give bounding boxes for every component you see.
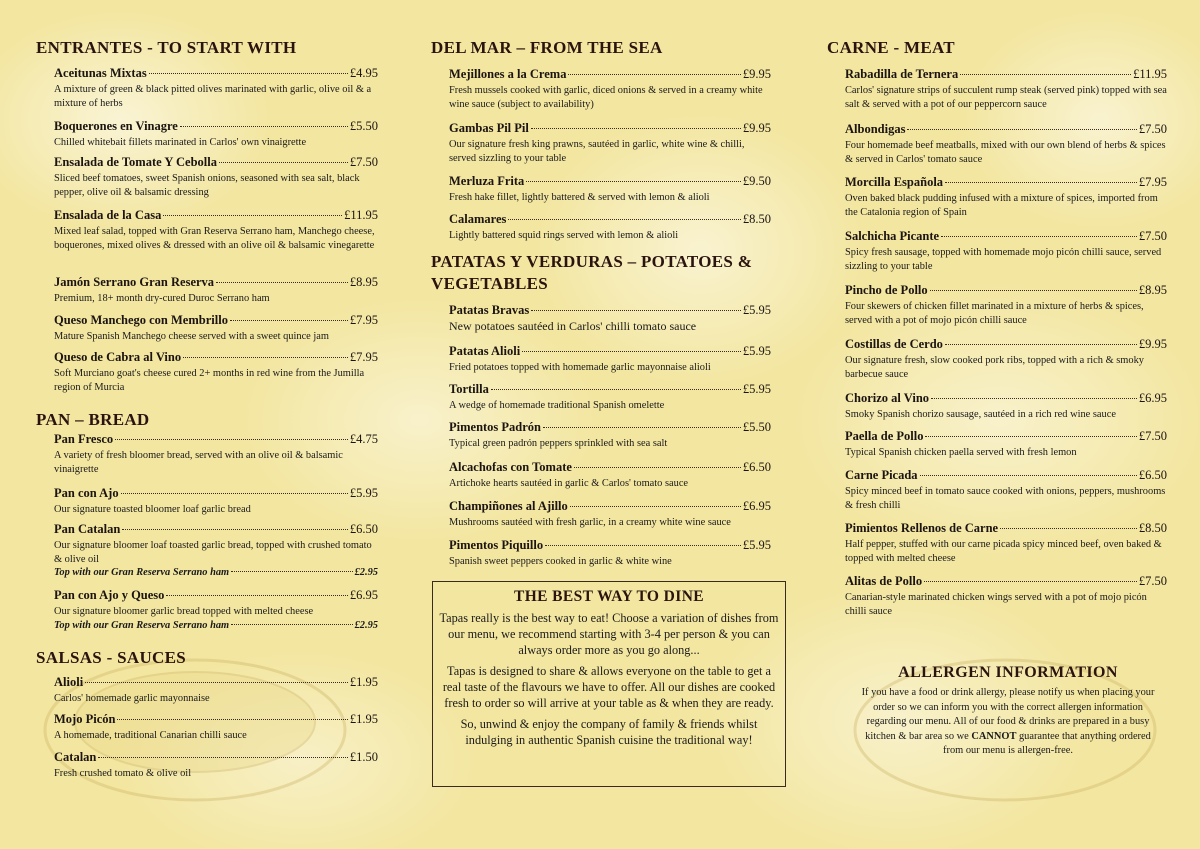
item-description: Our signature bloomer garlic bread topped with melted cheese xyxy=(54,606,314,617)
menu-item xyxy=(54,712,378,743)
menu-item xyxy=(845,468,1167,512)
item-description: Fried potatoes topped with homemade garlic mayonnaise alioli xyxy=(449,362,711,373)
item-description: Mature Spanish Manchego cheese served with a sweet quince jam xyxy=(54,331,329,342)
addon-price: £2.95 xyxy=(354,619,378,631)
item-price: £8.95 xyxy=(1138,283,1167,297)
item-price: £8.50 xyxy=(742,212,771,226)
item-price: £1.95 xyxy=(349,712,378,726)
item-price: £7.95 xyxy=(1138,175,1167,189)
menu-item xyxy=(449,303,771,334)
item-name: Costillas de Cerdo xyxy=(845,337,943,351)
menu-item xyxy=(845,337,1167,381)
addon-label: Top with our Gran Reserva Serrano ham xyxy=(54,619,230,631)
best-way-paragraph-3: So, unwind & enjoy the company of family & friends whilst indulging in authentic Spanish cuisine the traditional way! xyxy=(460,717,758,747)
item-name: Carne Picada xyxy=(845,468,918,482)
menu-item xyxy=(54,350,378,394)
item-name: Pan con Ajo y Queso xyxy=(54,588,165,602)
item-description: Canarian-style marinated chicken wings served with a pot of mojo picón chilli sauce xyxy=(845,592,1147,617)
item-description: Spicy fresh sausage, topped with homemade mojo picón chilli sauce, served sizzling to your table xyxy=(845,247,1162,272)
best-way-title: THE BEST WAY TO DINE xyxy=(513,588,705,605)
allergen-title: ALLERGEN INFORMATION xyxy=(898,664,1118,681)
item-name: Calamares xyxy=(449,212,507,226)
item-price: £5.95 xyxy=(742,303,771,317)
item-name: Tortilla xyxy=(449,382,489,396)
item-name: Ensalada de la Casa xyxy=(54,208,162,222)
allergen-information xyxy=(860,664,1156,759)
item-description: Carlos' signature strips of succulent rump steak (served pink) topped with sea salt & served with a pot of our peppercorn sauce xyxy=(845,85,1167,110)
item-price: £5.95 xyxy=(742,382,771,396)
item-price: £6.95 xyxy=(349,588,378,602)
item-price: £11.95 xyxy=(1133,67,1167,81)
item-name: Paella de Pollo xyxy=(845,429,924,443)
item-name: Patatas Bravas xyxy=(449,303,530,317)
menu-item xyxy=(54,522,378,579)
addon-label: Top with our Gran Reserva Serrano ham xyxy=(54,567,230,578)
item-description: Smoky Spanish chorizo sausage, sautéed in a rich red wine sauce xyxy=(845,409,1116,420)
item-price: £5.50 xyxy=(742,420,771,434)
item-description: Typical Spanish chicken paella served with fresh lemon xyxy=(845,447,1077,458)
allergen-text-part: guarantee that anything ordered from our menu is allergen-free. xyxy=(943,730,1151,756)
item-name: Salchicha Picante xyxy=(845,229,940,243)
item-name: Alcachofas con Tomate xyxy=(449,460,572,474)
item-description: A homemade, traditional Canarian chilli sauce xyxy=(54,730,247,741)
section-title-line: VEGETABLES xyxy=(431,274,549,293)
item-price: £11.95 xyxy=(344,208,378,222)
menu-item xyxy=(449,499,771,530)
item-price: £7.95 xyxy=(349,350,378,364)
menu-item xyxy=(449,382,771,413)
item-name: Morcilla Española xyxy=(845,175,944,189)
section-title-patatas xyxy=(431,251,752,295)
item-description: Mushrooms sautéed with fresh garlic, in a creamy white wine sauce xyxy=(449,517,731,528)
menu-item xyxy=(449,344,771,375)
item-addon xyxy=(54,619,378,632)
item-name: Alioli xyxy=(54,675,84,689)
item-price: £9.95 xyxy=(1138,337,1167,351)
item-name: Pimientos Rellenos de Carne xyxy=(845,521,999,535)
item-description: Fresh crushed tomato & olive oil xyxy=(54,768,192,779)
item-price: £6.95 xyxy=(1138,391,1167,405)
menu-item xyxy=(845,521,1167,565)
menu-item xyxy=(449,460,771,491)
menu-item xyxy=(449,174,771,205)
menu-item xyxy=(845,67,1167,111)
best-way-paragraph-1: Tapas really is the best way to eat! Choose a variation of dishes from our menu, we recommend starting with 3-4 per person & you can always order more as you go along... xyxy=(439,611,779,657)
section-title-salsas: SALSAS - SAUCES xyxy=(36,648,186,667)
item-name: Alitas de Pollo xyxy=(845,574,923,588)
item-name: Queso Manchego con Membrillo xyxy=(54,313,228,327)
item-price: £5.95 xyxy=(742,344,771,358)
item-description: Four skewers of chicken fillet marinated in a mixture of herbs & spices, served with a pot of mojo picón chilli sauce xyxy=(845,301,1144,326)
item-price: £5.95 xyxy=(349,486,378,500)
item-price: £9.50 xyxy=(742,174,771,188)
item-name: Rabadilla de Ternera xyxy=(845,67,959,81)
menu-item xyxy=(54,486,378,517)
menu-item xyxy=(449,420,771,451)
item-description: A variety of fresh bloomer bread, served with an olive oil & balsamic vinaigrette xyxy=(54,450,343,475)
item-price: £9.95 xyxy=(742,121,771,135)
menu-item xyxy=(54,208,378,252)
item-description: Four homemade beef meatballs, mixed with our own blend of herbs & spices & served in Carlos' tomato sauce xyxy=(845,140,1166,165)
best-way-to-dine-box xyxy=(432,581,786,787)
menu-item xyxy=(54,432,378,476)
allergen-text-part: If you have a food or drink allergy, please notify us when placing your order so we can inform you with the correct allergen information regarding our menu. All of our food & drinks are prepared in a busy kitchen & bar area so we xyxy=(861,687,1155,742)
menu-item xyxy=(845,574,1167,618)
item-price: £8.95 xyxy=(349,275,378,289)
menu-item xyxy=(449,212,771,243)
item-description: Our signature fresh, slow cooked pork ribs, topped with a rich & smoky barbecue sauce xyxy=(845,355,1144,380)
item-description: Carlos' homemade garlic mayonnaise xyxy=(54,693,210,704)
section-title-entrantes: ENTRANTES - TO START WITH xyxy=(36,38,297,57)
item-name: Gambas Pil Pil xyxy=(449,121,529,135)
item-description: New potatoes sautéed in Carlos' chilli tomato sauce xyxy=(449,319,697,333)
menu-item xyxy=(845,391,1167,422)
item-name: Pimentos Piquillo xyxy=(449,538,544,552)
item-description: Half pepper, stuffed with our carne picada spicy minced beef, oven baked & topped with melted cheese xyxy=(845,539,1162,564)
item-name: Mejillones a la Crema xyxy=(449,67,567,81)
menu-item xyxy=(449,121,771,165)
item-price: £7.50 xyxy=(349,155,378,169)
item-name: Ensalada de Tomate Y Cebolla xyxy=(54,155,217,169)
item-description: Typical green padrón peppers sprinkled with sea salt xyxy=(449,438,668,449)
menu-item xyxy=(449,67,771,111)
item-addon xyxy=(54,566,378,579)
item-price: £6.50 xyxy=(1138,468,1167,482)
item-price: £7.50 xyxy=(1138,574,1167,588)
item-description: Oven baked black pudding infused with a mixture of spices, imported from the Catalonia region of Spain xyxy=(845,193,1158,218)
item-name: Mojo Picón xyxy=(54,712,116,726)
item-name: Pan Fresco xyxy=(54,432,114,446)
menu-item xyxy=(54,119,378,150)
item-price: £4.75 xyxy=(349,432,378,446)
item-name: Albondigas xyxy=(845,122,906,136)
menu-item xyxy=(54,588,378,632)
item-price: £7.95 xyxy=(349,313,378,327)
item-description: A wedge of homemade traditional Spanish omelette xyxy=(449,400,665,411)
item-price: £8.50 xyxy=(1138,521,1167,535)
allergen-text-emphasis: CANNOT xyxy=(971,730,1017,742)
item-description: Our signature bloomer loaf toasted garlic bread, topped with crushed tomato & olive oil xyxy=(54,540,372,565)
item-name: Pimentos Padrón xyxy=(449,420,542,434)
menu-item xyxy=(54,313,378,344)
menu-item xyxy=(54,155,378,199)
item-description: Premium, 18+ month dry-cured Duroc Serrano ham xyxy=(54,293,270,304)
item-name: Chorizo al Vino xyxy=(845,391,930,405)
item-description: Soft Murciano goat's cheese cured 2+ months in red wine from the Jumilla region of Murcia xyxy=(54,368,365,393)
item-name: Champiñones al Ajillo xyxy=(449,499,568,513)
section-title-del-mar: DEL MAR – FROM THE SEA xyxy=(431,38,663,57)
menu-item xyxy=(54,66,378,110)
menu-item xyxy=(845,122,1167,166)
item-price: £9.95 xyxy=(742,67,771,81)
menu-item xyxy=(845,429,1167,460)
item-name: Queso de Cabra al Vino xyxy=(54,350,182,364)
menu-item xyxy=(54,275,378,306)
item-price: £1.50 xyxy=(349,750,378,764)
menu-item xyxy=(845,175,1167,219)
item-price: £7.50 xyxy=(1138,229,1167,243)
item-description: Fresh mussels cooked with garlic, diced onions & served in a creamy white wine sauce (subject to availability) xyxy=(449,85,763,110)
item-description: A mixture of green & black pitted olives marinated with garlic, olive oil & a mixture of herbs xyxy=(54,84,372,109)
item-description: Artichoke hearts sautéed in garlic & Carlos' tomato sauce xyxy=(449,478,689,489)
menu-item xyxy=(54,750,378,781)
item-description: Spicy minced beef in tomato sauce cooked with onions, peppers, mushrooms & fresh chilli xyxy=(845,486,1166,511)
item-name: Boquerones en Vinagre xyxy=(54,119,178,133)
item-description: Our signature fresh king prawns, sautéed in garlic, white wine & chilli, served sizzling to your table xyxy=(449,139,745,164)
section-title-carne: CARNE - MEAT xyxy=(827,38,955,57)
best-way-paragraph-2: Tapas is designed to share & allows everyone on the table to get a real taste of the flavours we have to offer. All our dishes are cooked fresh to order so will arrive at your table as & when they are ready. xyxy=(442,664,776,710)
item-price: £4.95 xyxy=(349,66,378,80)
item-price: £1.95 xyxy=(349,675,378,689)
item-name: Pan con Ajo xyxy=(54,486,119,500)
item-name: Aceitunas Mixtas xyxy=(54,66,147,80)
item-price: £6.50 xyxy=(742,460,771,474)
item-name: Pincho de Pollo xyxy=(845,283,928,297)
menu-item xyxy=(845,229,1167,273)
addon-price: £2.95 xyxy=(354,567,378,578)
menu-item xyxy=(449,538,771,569)
item-price: £5.50 xyxy=(349,119,378,133)
menu-item xyxy=(845,283,1167,327)
item-description: Mixed leaf salad, topped with Gran Reserva Serrano ham, Manchego cheese, boquerones, mixed olives & dressed with an olive oil & balsamic vinegarette xyxy=(54,226,375,251)
item-price: £7.50 xyxy=(1138,122,1167,136)
menu-item xyxy=(54,675,378,706)
item-price: £5.95 xyxy=(742,538,771,552)
item-description: Spanish sweet peppers cooked in garlic & white wine xyxy=(449,556,672,567)
item-name: Jamón Serrano Gran Reserva xyxy=(54,275,215,289)
item-name: Merluza Frita xyxy=(449,174,525,188)
allergen-text xyxy=(860,686,1156,759)
item-name: Pan Catalan xyxy=(54,522,121,536)
item-name: Patatas Alioli xyxy=(449,344,521,358)
item-description: Sliced beef tomatoes, sweet Spanish onions, seasoned with sea salt, black pepper, olive oil & balsamic dressing xyxy=(54,173,360,198)
item-price: £7.50 xyxy=(1138,429,1167,443)
item-description: Chilled whitebait fillets marinated in Carlos' own vinaigrette xyxy=(54,137,307,148)
section-title-line: PATATAS Y VERDURAS – POTATOES & xyxy=(431,252,753,271)
section-title-pan: PAN – BREAD xyxy=(36,410,150,429)
item-price: £6.95 xyxy=(742,499,771,513)
item-name: Catalan xyxy=(54,750,97,764)
item-price: £6.50 xyxy=(349,522,378,536)
item-description: Lightly battered squid rings served with lemon & alioli xyxy=(449,230,679,241)
item-description: Fresh hake fillet, lightly battered & served with lemon & alioli xyxy=(449,192,710,203)
item-description: Our signature toasted bloomer loaf garlic bread xyxy=(54,504,251,515)
